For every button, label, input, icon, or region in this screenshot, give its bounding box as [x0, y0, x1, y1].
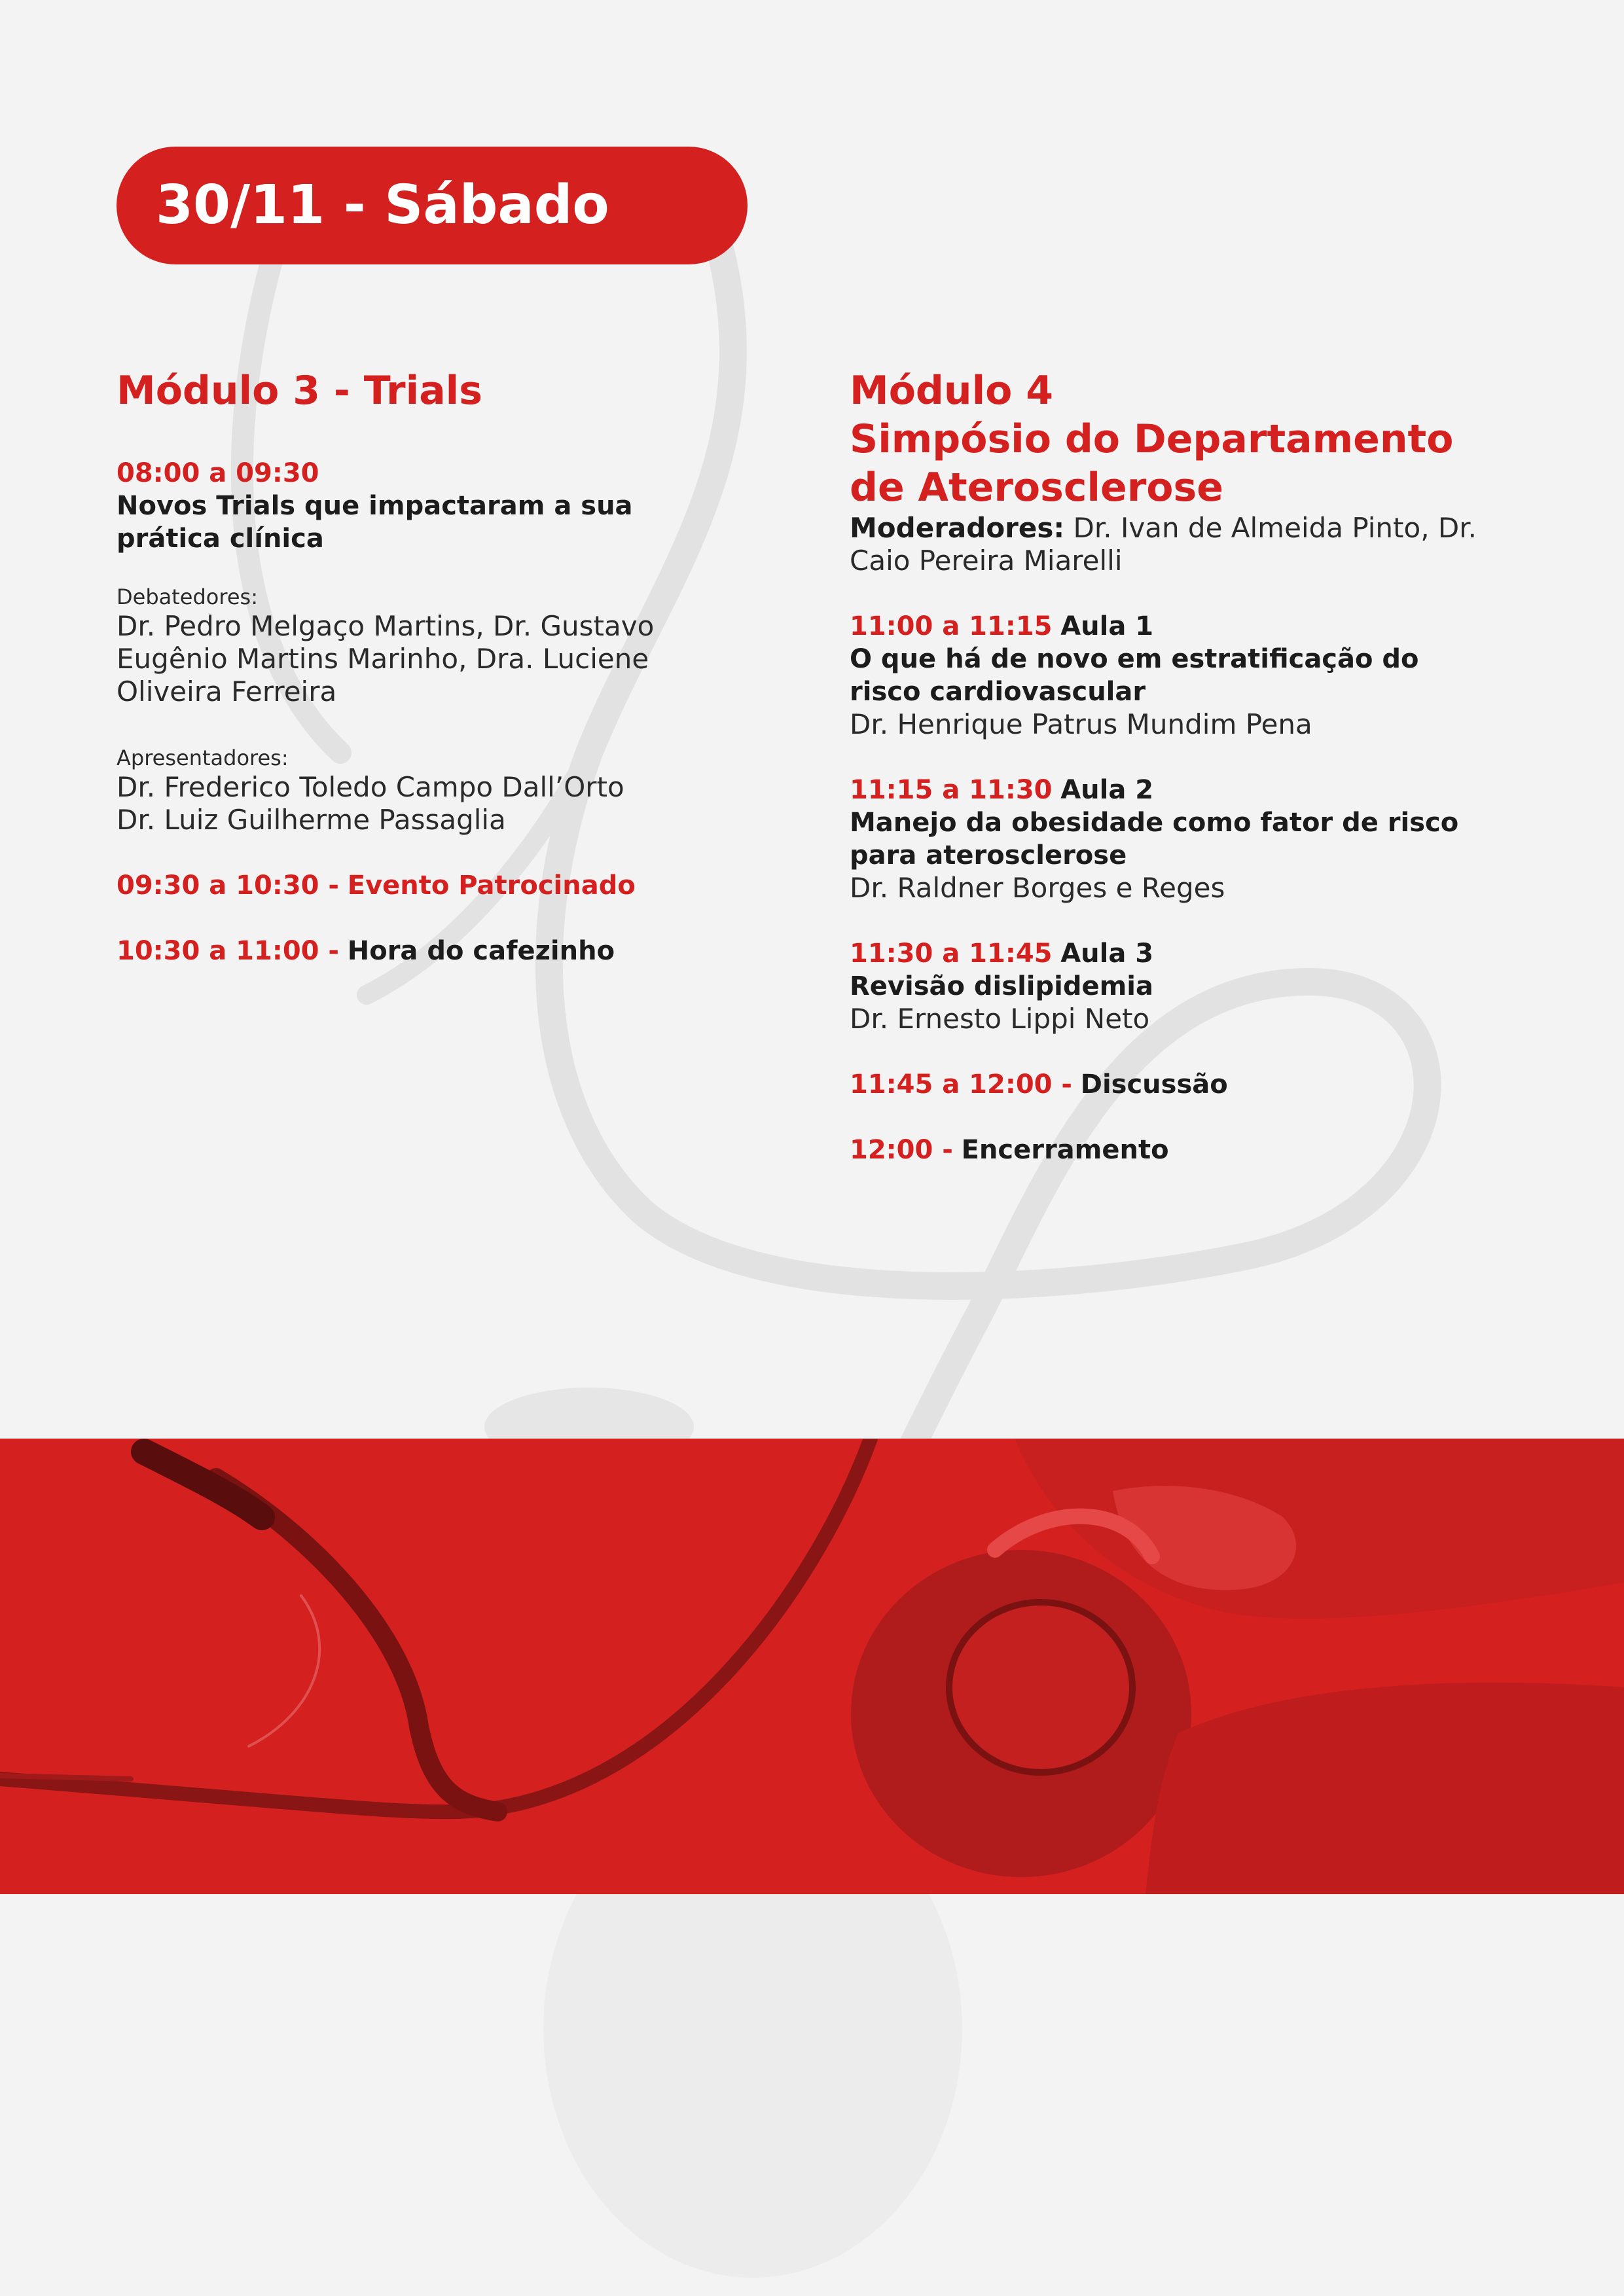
- presenters-label: Apresentadores:: [117, 745, 289, 770]
- debaters-line1: Dr. Pedro Melgaço Martins, Dr. Gustavo: [117, 610, 655, 642]
- aula-3-label: Aula 3: [1060, 939, 1154, 969]
- module-4-title: [850, 367, 1504, 512]
- aula-2-title-line2: para aterosclerose: [850, 840, 1127, 870]
- debaters-line2: Eugênio Martins Marinho, Dra. Luciene: [117, 643, 649, 675]
- aula-3-title-line1: Revisão dislipidemia: [850, 971, 1153, 1001]
- module-3-title: Módulo 3 - Trials: [117, 368, 482, 414]
- aula-3: [850, 937, 1504, 1035]
- discussion: [850, 1068, 1504, 1101]
- module-3-column: [117, 367, 784, 967]
- discussion-time: 11:45 a 12:00 -: [850, 1069, 1073, 1100]
- moderators-line1: Dr. Ivan de Almeida Pinto, Dr.: [1073, 512, 1477, 544]
- aula-1-speaker: Dr. Henrique Patrus Mundim Pena: [850, 708, 1312, 740]
- aula-2-time: 11:15 a 11:30: [850, 775, 1053, 805]
- coffee-break: [117, 935, 784, 967]
- session-trials-time: 08:00 a 09:30: [117, 458, 319, 488]
- closing: [850, 1134, 1504, 1166]
- presenters-line2: Dr. Luiz Guilherme Passaglia: [117, 804, 506, 836]
- debaters-label: Debatedores:: [117, 584, 258, 609]
- module-4-column: [850, 367, 1504, 1166]
- debaters-line3: Oliveira Ferreira: [117, 675, 337, 708]
- red-photo-band: [0, 1439, 1624, 1894]
- closing-time: 12:00 -: [850, 1135, 953, 1165]
- aula-2: [850, 774, 1504, 905]
- aula-1-time: 11:00 a 11:15: [850, 611, 1053, 641]
- session-trials: [117, 457, 784, 555]
- aula-1: [850, 610, 1504, 741]
- date-header-text: 30/11 - Sábado: [156, 174, 609, 236]
- aula-2-label: Aula 2: [1060, 775, 1154, 805]
- sponsored-event: [117, 869, 784, 902]
- session-trials-title-line2: prática clínica: [117, 524, 324, 554]
- module-4-title-line3: de Aterosclerose: [850, 465, 1223, 511]
- aula-2-speaker: Dr. Raldner Borges e Reges: [850, 872, 1225, 904]
- aula-3-speaker: Dr. Ernesto Lippi Neto: [850, 1003, 1150, 1035]
- aula-3-time: 11:30 a 11:45: [850, 939, 1053, 969]
- moderators-block: [850, 512, 1504, 577]
- aula-1-label: Aula 1: [1060, 611, 1154, 641]
- session-trials-title-line1: Novos Trials que impactaram a sua: [117, 491, 633, 521]
- aula-2-title-line1: Manejo da obesidade como fator de risco: [850, 808, 1459, 838]
- coffee-text: Hora do cafezinho: [347, 936, 615, 966]
- sponsored-text: Evento Patrocinado: [347, 870, 636, 901]
- aula-1-title-line2: risco cardiovascular: [850, 677, 1146, 707]
- moderators-line2: Caio Pereira Miarelli: [850, 545, 1123, 577]
- presenters-line1: Dr. Frederico Toledo Campo Dall’Orto: [117, 771, 624, 803]
- coffee-time: 10:30 a 11:00 -: [117, 936, 340, 966]
- presenters-block: [117, 745, 784, 836]
- debaters-block: [117, 584, 784, 708]
- discussion-text: Discussão: [1080, 1069, 1228, 1100]
- moderators-label: Moderadores:: [850, 512, 1065, 544]
- module-4-title-line2: Simpósio do Departamento: [850, 416, 1454, 462]
- date-header-badge: [117, 147, 748, 264]
- aula-1-title-line1: O que há de novo em estratificação do: [850, 644, 1419, 674]
- closing-text: Encerramento: [961, 1135, 1169, 1165]
- stethoscope-hands-photo-icon: [0, 1439, 1624, 1894]
- sponsored-time: 09:30 a 10:30 -: [117, 870, 340, 901]
- module-4-title-line1: Módulo 4: [850, 368, 1054, 414]
